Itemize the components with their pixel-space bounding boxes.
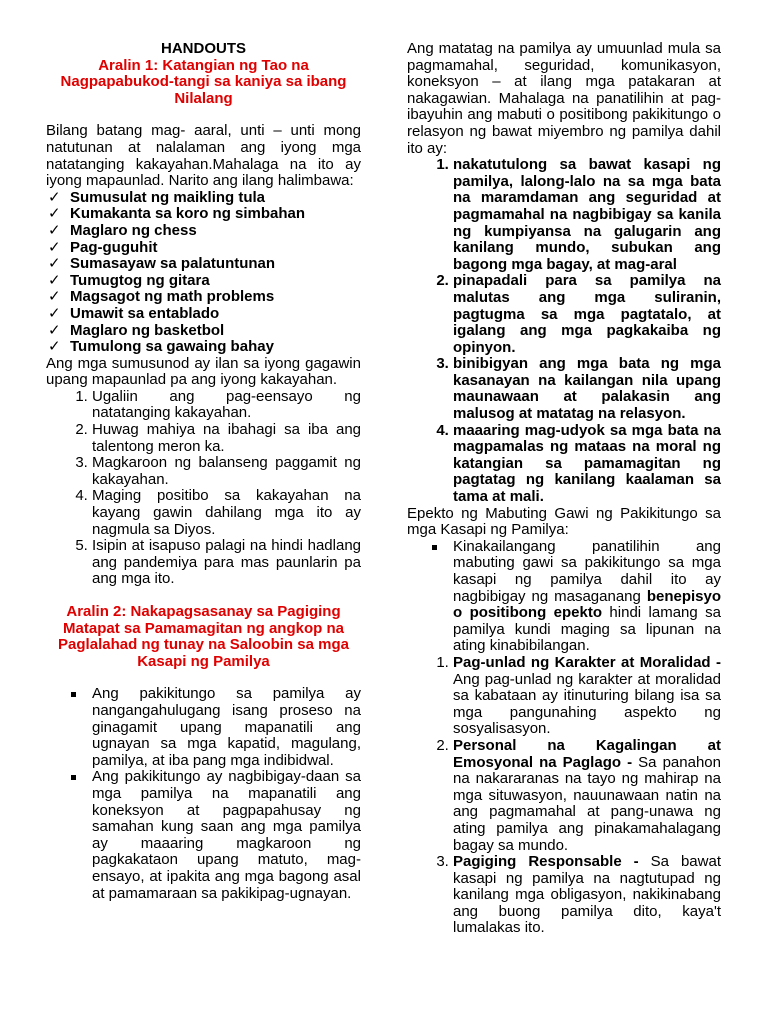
checkmark-icon: ✓ — [48, 238, 61, 256]
checkmark-icon: ✓ — [48, 255, 61, 273]
family-intro: Ang matatag na pamilya ay umuunlad mula sa pagmamahal, seguridad, komunikasyon, koneksyon – at ilang mga patakaran at nakagawian. Mahalaga na panatilihin at pag-ibayuhin ang mabuti o positibong pakikitungo o relasyon ng bawat miyembro ng pamilya dahil ito ay: — [407, 40, 721, 157]
checklist-item: ✓ Tumulong sa gawaing bahay — [48, 338, 274, 356]
lesson2-title: Aralin 2: Nakapagsasanay sa Pagiging Matapat sa Pamamagitan ng angkop na Paglalahad ng tunay na Saloobin sa mga Kasapi ng Pamilya — [58, 603, 349, 670]
effects-bullets — [407, 539, 721, 655]
checklist-item: ✓ Umawit sa entablado — [48, 304, 220, 322]
lesson2-bullets — [46, 686, 361, 902]
steps-intro: Ang mga sumusunod ay ilan sa iyong gagawin upang mapaunlad pa ang iyong kakayahan. — [46, 354, 361, 389]
step-item: 1. Ugaliin ang pag-eensayo ng natatanging kakayahan. — [92, 389, 361, 422]
effects-list — [407, 655, 721, 937]
checkmark-icon: ✓ — [48, 205, 61, 223]
left-column — [46, 41, 361, 902]
bullet-item: Ang pakikitungo ay nagbibigay-daan sa mga pamilya na mapanatili ang koneksyon at pagpapahusay ng samahan kung saan ang mga pamilya ay maaaring magkaroon ng pagkakataon upang matuto, mag-ensayo, at ipakita ang mga bagong asal at pamamaraan sa pakikipag-ugnayan. — [92, 769, 361, 902]
checklist-item: ✓ Tumugtog ng gitara — [48, 271, 210, 289]
checklist-item: ✓ Magsagot ng math problems — [48, 288, 275, 306]
bullet-item: Kinakailangang panatilihin ang mabuting gawi sa pakikitungo sa mga kasapi ng pamilya dahil ito ay nagbibigay ng masaganang benepisyo o positibong epekto hindi lamang sa pamilya kundi maging sa lipunan na ating kinabibilangan. — [453, 539, 721, 655]
checkmark-icon: ✓ — [48, 288, 61, 306]
lesson1-title: Aralin 1: Katangian ng Tao na Nagpapabukod-tangi sa kaniya sa ibang Nilalang — [60, 56, 347, 107]
checklist-item: ✓ Kumakanta sa koro ng simbahan — [48, 205, 306, 223]
bullet-item: Ang pakikitungo sa pamilya ay nangangahulugang isang proseso na ginagamit upang mapanatili ang ugnayan sa mga kapatid, magulang, pamilya, at iba pang mga indibidwal. — [92, 686, 361, 769]
effects-intro: Epekto ng Mabuting Gawi ng Pakikitungo sa mga Kasapi ng Pamilya: — [407, 504, 721, 539]
reason-item: 3. binibigyan ang mga bata ng mga kasanayan na kailangan nila upang maunawaan at palakasin ang malusog at matatag na relasyon. — [453, 356, 721, 422]
effect-item: 2. Personal na Kagalingan at Emosyonal na Paglago - Sa panahon na nakararanas na tayo ng mahirap na mga situwasyon, nauunawaan natin na ang pagmamahal at pang-unawa ng ating pamilya ang pinakamahalagang bagay sa mundo. — [453, 738, 721, 854]
effect-item: 3. Pagiging Responsable - Sa bawat kasapi ng pamilya na nagtutupad ng kanilang mga obligasyon, nakikinabang ang buong pamilya dito, kaya't lumalakas ito. — [453, 854, 721, 937]
reasons-list — [407, 157, 721, 505]
talent-checklist — [46, 190, 361, 356]
steps-list — [46, 389, 361, 588]
handouts-title: HANDOUTS — [161, 40, 246, 57]
reason-item: 1. nakatutulong sa bawat kasapi ng pamilya, lalong-lalo na sa mga bata na maramdaman ang seguridad at pagmamahal na nagbibigay sa kanila ng kumpiyansa na galugarin ang kanilang mundo, subukan ang bagong mga bagay, at mag-aral — [453, 157, 721, 273]
checkmark-icon: ✓ — [48, 188, 61, 206]
reason-item: 4. maaaring mag-udyok sa mga bata na magpamalas ng mataas na moral ng katangian sa pamamagitan ng pagtatag ng kanilang kaalaman sa tama at mali. — [453, 423, 721, 506]
checklist-item: ✓ Maglaro ng chess — [48, 221, 197, 239]
step-item: 3. Magkaroon ng balanseng paggamit ng kakayahan. — [92, 455, 361, 488]
lesson1-intro: Bilang batang mag- aaral, unti – unti mong natutunan at nalalaman ang iyong mga natatanging kakayahan.Mahalaga na ito ay iyong mapaunlad. Narito ang ilang halimbawa: — [46, 122, 361, 190]
square-bullet-icon — [71, 692, 76, 697]
checklist-item: ✓ Sumasayaw sa palatuntunan — [48, 255, 276, 273]
checkmark-icon: ✓ — [48, 321, 61, 339]
step-item: 2. Huwag mahiya na ibahagi sa iba ang talentong meron ka. — [92, 422, 361, 455]
handout-header — [46, 41, 361, 107]
checkmark-icon: ✓ — [48, 338, 61, 356]
right-column — [407, 41, 721, 937]
step-item: 5. Isipin at isapuso palagi na hindi hadlang ang pandemiya para mas paunlarin pa ang mga ito. — [92, 538, 361, 588]
checklist-item: ✓ Sumusulat ng maikling tula — [48, 188, 266, 206]
checklist-item: ✓ Maglaro ng basketbol — [48, 321, 225, 339]
checklist-item: ✓ Pag-guguhit — [48, 238, 158, 256]
checkmark-icon: ✓ — [48, 221, 61, 239]
effect-item: 1. Pag-unlad ng Karakter at Moralidad - Ang pag-unlad ng karakter at moralidad sa kabataan ay itinuturing bilang isa sa mga pangunahing aspekto ng sosyalisasyon. — [453, 655, 721, 738]
reason-item: 2. pinapadali para sa pamilya na malutas ang mga suliranin, pagtugma sa mga pagtatalo, at igalang ang mga pagkakaiba ng opinyon. — [453, 273, 721, 356]
square-bullet-icon — [71, 775, 76, 780]
checkmark-icon: ✓ — [48, 271, 61, 289]
checkmark-icon: ✓ — [48, 304, 61, 322]
step-item: 4. Maging positibo sa kakayahan na kayang gawin dahilang mga ito ay nagmula sa Diyos. — [92, 488, 361, 538]
square-bullet-icon — [432, 545, 437, 550]
